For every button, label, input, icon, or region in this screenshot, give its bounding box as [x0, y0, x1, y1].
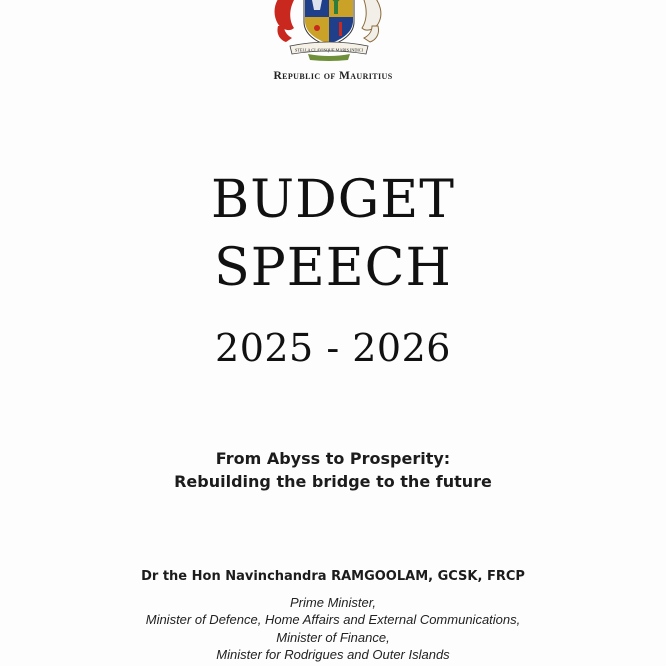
subtitle-line-2: Rebuilding the bridge to the future — [174, 472, 492, 491]
budget-years: 2025 - 2026 — [215, 326, 451, 370]
author-role: Minister of Defence, Home Affairs and External Communications, — [145, 612, 521, 627]
title-line-2: SPEECH — [214, 238, 452, 298]
country-name: Republic of Mauritius — [273, 70, 393, 82]
author-role: Minister for Rodrigues and Outer Islands — [216, 647, 450, 662]
author-role: Minister of Finance, — [276, 630, 390, 645]
coat-of-arms-icon — [268, 0, 390, 62]
crest-motto: STELLA CLAVISQUE MARIS INDICI — [295, 47, 363, 53]
author-name: Dr the Hon Navinchandra RAMGOOLAM, GCSK, FRCP — [141, 569, 525, 584]
author-role: Prime Minister, — [290, 595, 376, 610]
subtitle-line-1: From Abyss to Prosperity: — [215, 449, 451, 468]
title-line-1: BUDGET — [211, 170, 455, 230]
